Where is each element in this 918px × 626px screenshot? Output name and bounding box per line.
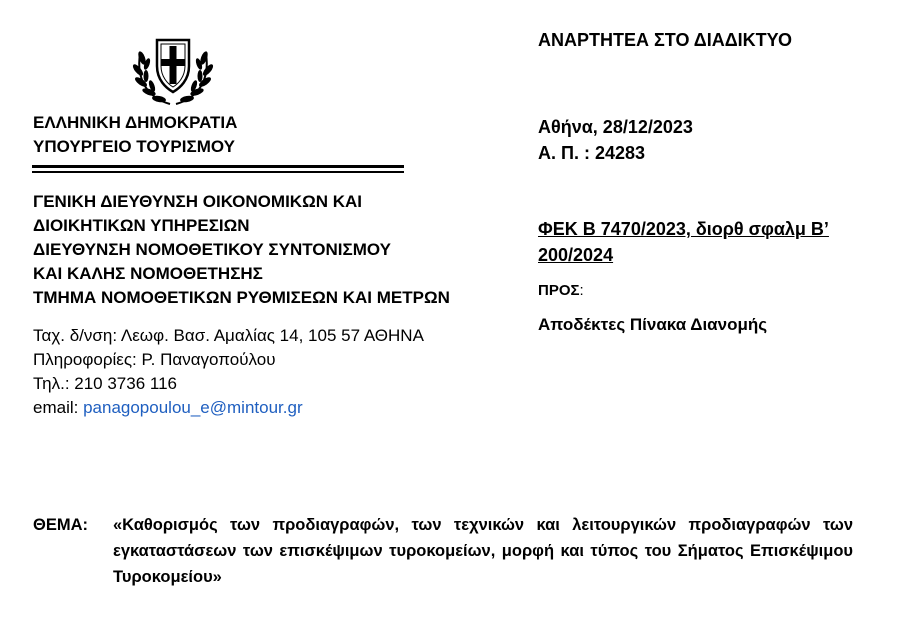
greek-state-emblem-icon (130, 28, 216, 108)
email-link[interactable]: panagopoulou_e@mintour.gr (83, 398, 303, 417)
subject-text: «Καθορισμός των προδιαγραφών, των τεχνικών και λειτουργικών προδιαγραφών των εγκαταστάσεων των επισκέψιμων τυροκομείων, μορφή και τύπος του Σήματος Επισκέψιμου Τυροκομείου» (113, 516, 853, 586)
protocol-number: Α. Π. : 24283 (538, 143, 646, 163)
contact-person: Πληροφορίες: Ρ. Παναγοπούλου (33, 350, 276, 369)
postal-address: Ταχ. δ/νση: Λεωφ. Βασ. Αμαλίας 14, 105 57 ΑΘΗΝΑ (33, 326, 424, 345)
ministry-name: ΥΠΟΥΡΓΕΙΟ ΤΟΥΡΙΣΜΟΥ (33, 137, 235, 156)
date-block (538, 114, 693, 166)
department-block (33, 190, 450, 310)
email-row (33, 396, 424, 420)
department-line: ΚΑΙ ΚΑΛΗΣ ΝΟΜΟΘΕΤΗΣΗΣ (33, 264, 263, 283)
to-label-text: ΠΡΟΣ (538, 282, 580, 299)
department-line: ΔΙΟΙΚΗΤΙΚΩΝ ΥΠΗΡΕΣΙΩΝ (33, 216, 250, 235)
contact-block (33, 324, 424, 420)
department-line: ΔΙΕΥΘΥΝΣΗ ΝΟΜΟΘΕΤΙΚΟΥ ΣΥΝΤΟΝΙΣΜΟΥ (33, 240, 391, 259)
header-divider (32, 165, 404, 168)
phone-number: Τηλ.: 210 3736 116 (33, 374, 177, 393)
email-label: email: (33, 398, 84, 417)
document-date: Αθήνα, 28/12/2023 (538, 117, 693, 137)
to-label-colon: : (579, 282, 584, 299)
organisation-header (33, 111, 237, 159)
recipients: Αποδέκτες Πίνακα Διανομής (538, 315, 768, 334)
fek-line: 200/2024 (538, 245, 614, 265)
subject-label: ΘΕΜΑ: (33, 516, 88, 534)
header-divider-secondary (32, 171, 404, 173)
fek-line: ΦΕΚ Β 7470/2023, διορθ σφαλμ Β’ (538, 219, 829, 239)
department-line: ΓΕΝΙΚΗ ΔΙΕΥΘΥΝΣΗ ΟΙΚΟΝΟΜΙΚΩΝ ΚΑΙ (33, 192, 362, 211)
department-line: ΤΜΗΜΑ ΝΟΜΟΘΕΤΙΚΩΝ ΡΥΘΜΙΣΕΩΝ ΚΑΙ ΜΕΤΡΩΝ (33, 288, 450, 307)
fek-reference (538, 216, 829, 268)
subject-block (33, 512, 853, 590)
publish-note: ΑΝΑΡΤΗΤΕΑ ΣΤΟ ΔΙΑΔΙΚΤΥΟ (538, 30, 792, 50)
to-label (538, 282, 584, 299)
org-name: ΕΛΛΗΝΙΚΗ ΔΗΜΟΚΡΑΤΙΑ (33, 113, 238, 132)
